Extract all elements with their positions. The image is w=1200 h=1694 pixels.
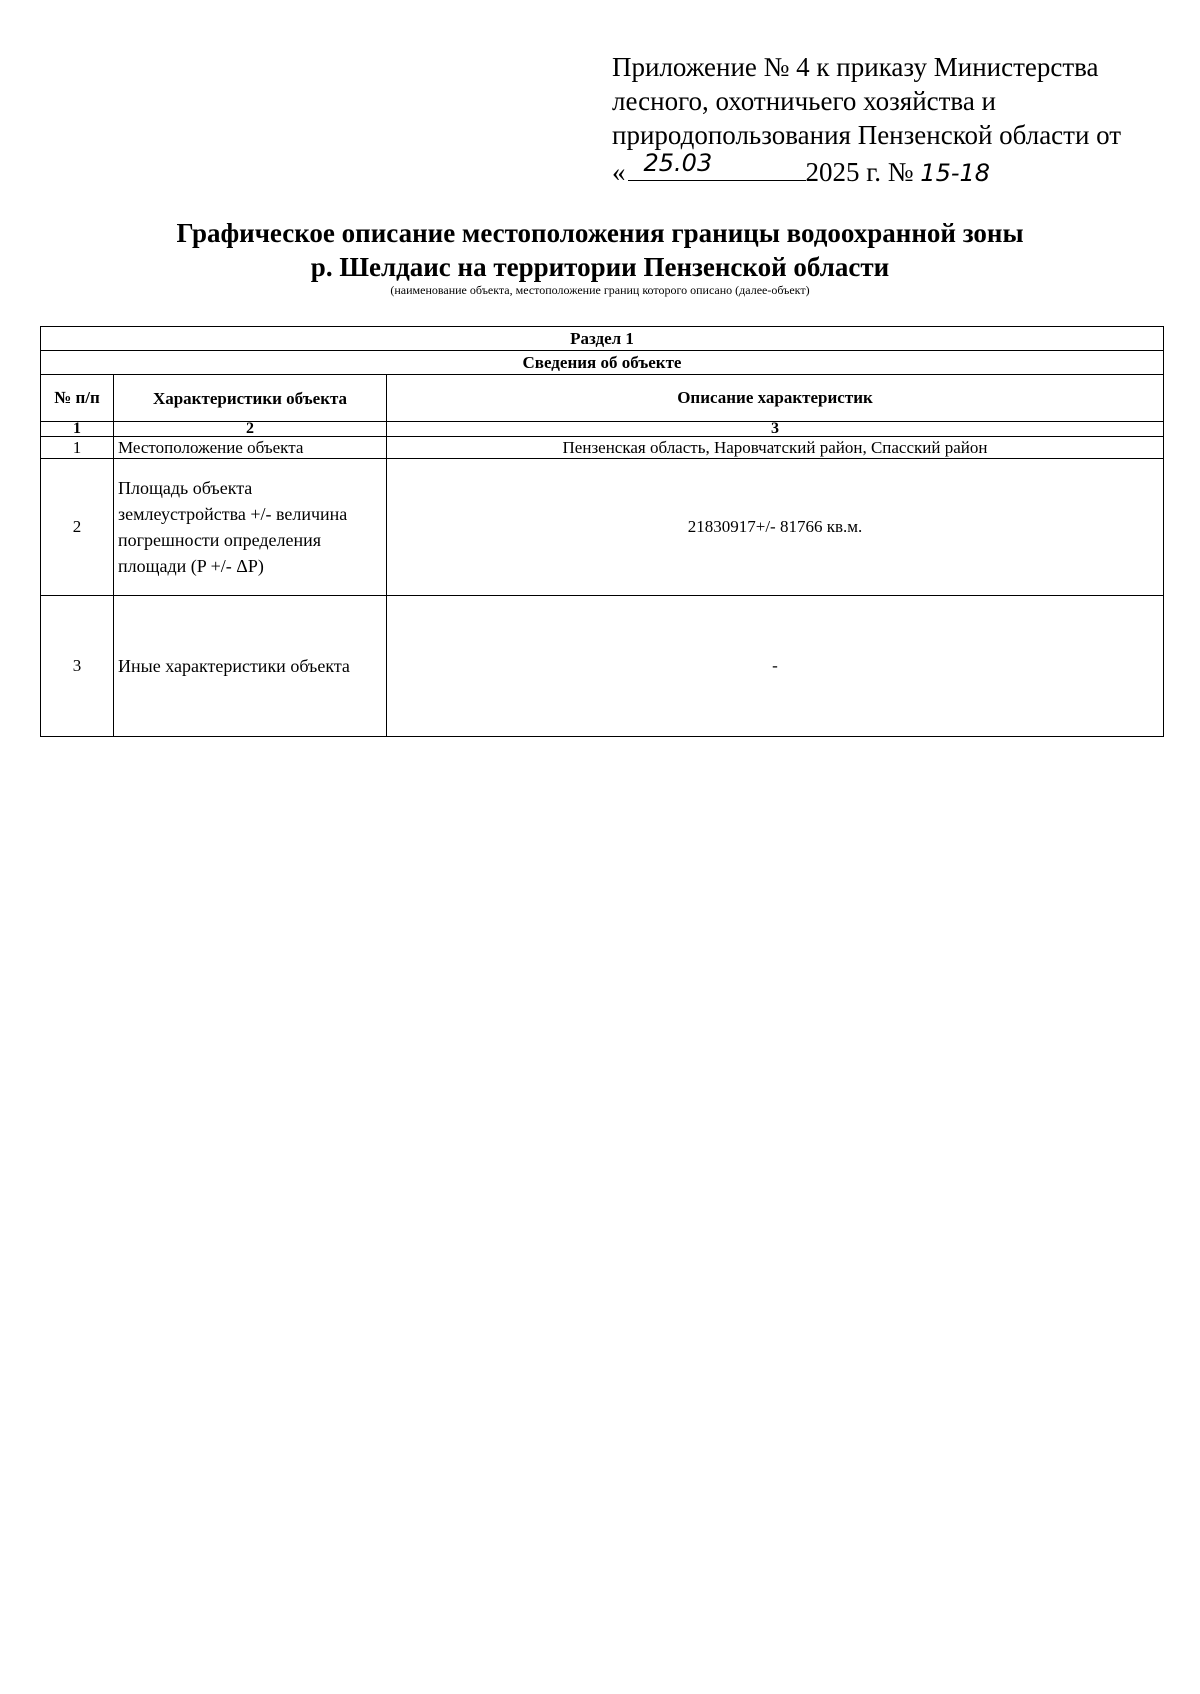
date-blank bbox=[628, 149, 806, 181]
appendix-date-line bbox=[612, 149, 1172, 190]
row-name: Площадь объекта землеустройства +/- величина погрешности определения площади (P +/- ΔP) bbox=[118, 478, 348, 576]
column-header-num: № п/п bbox=[41, 375, 114, 422]
appendix-header bbox=[612, 50, 1172, 190]
appendix-line-1: Приложение № 4 к приказу Министерства bbox=[612, 52, 1099, 82]
row-value: Пензенская область, Наровчатский район, Спасский район bbox=[387, 437, 1164, 459]
object-info-table bbox=[40, 326, 1164, 737]
row-name-cell bbox=[114, 459, 387, 596]
table-row bbox=[41, 437, 1164, 459]
column-number-1: 1 bbox=[41, 422, 114, 437]
row-num: 2 bbox=[41, 459, 114, 596]
section-title: Раздел 1 bbox=[41, 327, 1164, 351]
row-value: 21830917+/- 81766 кв.м. bbox=[387, 459, 1164, 596]
handwritten-number: 15-18 bbox=[920, 159, 991, 187]
column-number-2: 2 bbox=[114, 422, 387, 437]
row-name: Местоположение объекта bbox=[114, 437, 387, 459]
table-row bbox=[41, 459, 1164, 596]
column-number-3: 3 bbox=[387, 422, 1164, 437]
row-value: - bbox=[387, 596, 1164, 737]
row-name: Иные характеристики объекта bbox=[114, 596, 387, 737]
column-header-desc: Описание характеристик bbox=[387, 375, 1164, 422]
title-line-2: р. Шелдаис на территории Пензенской области bbox=[310, 252, 890, 282]
handwritten-date: 25.03 bbox=[643, 149, 713, 177]
year-text: 2025 г. № bbox=[805, 157, 914, 187]
appendix-line-2: лесного, охотничьего хозяйства и bbox=[612, 86, 996, 116]
table-row bbox=[41, 596, 1164, 737]
column-header-name: Характеристики объекта bbox=[114, 375, 387, 422]
row-num: 3 bbox=[41, 596, 114, 737]
document-title bbox=[0, 216, 1200, 284]
title-caption: (наименование объекта, местоположение границ которого описано (далее-объект) bbox=[390, 283, 810, 297]
section-subtitle: Сведения об объекте bbox=[41, 351, 1164, 375]
title-line-1: Графическое описание местоположения границы водоохранной зоны bbox=[176, 218, 1024, 248]
row-num: 1 bbox=[41, 437, 114, 459]
date-prefix: « bbox=[612, 157, 626, 187]
appendix-line-3: природопользования Пензенской области от bbox=[612, 120, 1122, 150]
